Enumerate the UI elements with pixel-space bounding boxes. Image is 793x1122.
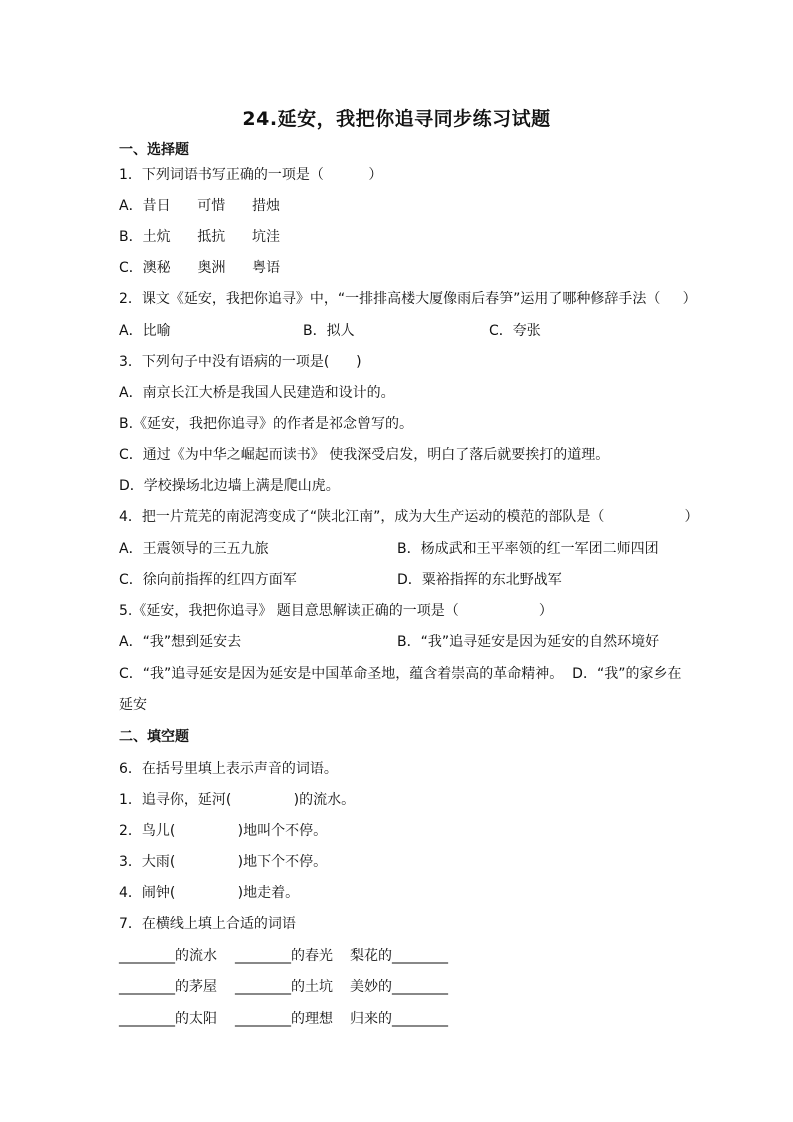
question-7-row-3-b: ________的理想 [235, 1011, 333, 1027]
question-5-stem: 5.《延安，我把你追寻》 题目意思解读正确的一项是（ ） [119, 603, 553, 619]
question-7-row-1-a: ________的流水 [119, 948, 217, 964]
section-heading-fill: 二、填空题 [119, 729, 189, 745]
question-6-item-2: 2．鸟儿( )地叫个不停。 [119, 823, 328, 839]
question-6-item-1: 1．追寻你，延河( )的流水。 [119, 792, 356, 808]
question-3-option-d: D．学校操场北边墙上满是爬山虎。 [119, 478, 340, 494]
question-4-option-b: B．杨成武和王平率领的红一军团二师四团 [397, 541, 659, 557]
question-3-option-a: A．南京长江大桥是我国人民建造和设计的。 [119, 385, 395, 401]
question-4-stem: 4．把一片荒芜的南泥湾变成了“陕北江南”，成为大生产运动的模范的部队是（ ） [119, 509, 699, 525]
question-4-option-d: D．粟裕指挥的东北野战军 [397, 572, 562, 588]
question-7-stem: 7．在横线上填上合适的词语 [119, 916, 296, 932]
question-5-option-c-continued: 延安 [119, 697, 147, 713]
question-2-option-a: A．比喻 [119, 323, 171, 339]
question-5-option-a: A．“我”想到延安去 [119, 634, 242, 650]
question-3-stem: 3．下列句子中没有语病的一项是( ) [119, 354, 362, 370]
question-1-option-b: B．土炕 抵抗 坑洼 [119, 229, 281, 245]
question-3-option-c: C．通过《为中华之崛起而读书》 使我深受启发，明白了落后就要挨打的道理。 [119, 447, 610, 463]
question-7-row-2-a: ________的茅屋 [119, 979, 217, 995]
question-6-item-4: 4．闹钟( )地走着。 [119, 885, 300, 901]
question-7-row-3-c: 归来的________ [350, 1011, 448, 1027]
question-1-stem: 1．下列词语书写正确的一项是（ ） [119, 167, 383, 183]
question-7-row-1-b: ________的春光 [235, 948, 333, 964]
question-4-option-c: C．徐向前指挥的红四方面军 [119, 572, 297, 588]
section-heading-choice: 一、选择题 [119, 142, 189, 158]
question-2-stem: 2．课文《延安，我把你追寻》中，“一排排高楼大厦像雨后春笋”运用了哪种修辞手法（ ） [119, 291, 697, 307]
question-7-row-2-c: 美妙的________ [350, 979, 448, 995]
question-7-row-1-c: 梨花的________ [350, 948, 448, 964]
question-2-option-c: C．夸张 [489, 323, 541, 339]
page-title: 24.延安，我把你追寻同步练习试题 [242, 108, 551, 130]
question-7-row-3-a: ________的太阳 [119, 1011, 217, 1027]
question-6-item-3: 3．大雨( )地下个不停。 [119, 854, 328, 870]
question-5-option-b: B．“我”追寻延安是因为延安的自然环境好 [397, 634, 660, 650]
question-1-option-a: A．昔日 可惜 措烛 [119, 198, 280, 214]
question-6-stem: 6．在括号里填上表示声音的词语。 [119, 761, 338, 777]
question-1-option-c: C．澳秘 奥洲 粤语 [119, 260, 281, 276]
question-5-option-c: C．“我”追寻延安是因为延安是中国革命圣地，蕴含着崇高的革命精神。 D．“我”的家乡在 [119, 666, 682, 682]
question-2-option-b: B．拟人 [303, 323, 355, 339]
question-4-option-a: A．王震领导的三五九旅 [119, 541, 269, 557]
question-3-option-b: B.《延安，我把你追寻》的作者是祁念曾写的。 [119, 416, 414, 432]
question-7-row-2-b: ________的土坑 [235, 979, 333, 995]
